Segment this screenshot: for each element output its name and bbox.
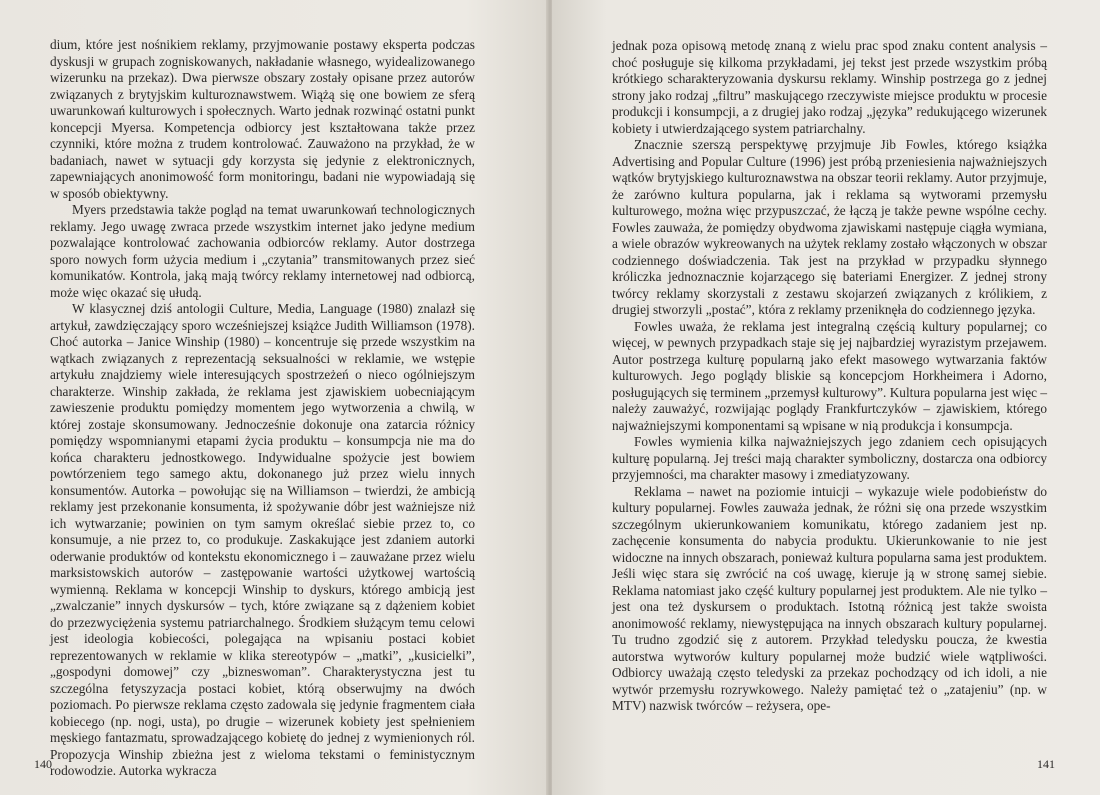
page-number: 141: [1037, 757, 1055, 771]
paragraph: jednak poza opisową metodę znaną z wielu prac spod znaku content analysis – choć posługuje się kilkoma przykładami, jej tekst jest przede wszystkim próbą krótkiego scharakteryzowania dyskursu reklamy. Winship postrzega go z jednej strony jako rodzaj „filtru” maskującego rzeczywiste miejsce produktu w procesie produkcji i konsumpcji, a z drugiej jako rodzaj „języka” redukującego wizerunek kobiety i utwierdzającego system patriarchalny.: [612, 38, 1047, 136]
paragraph: W klasycznej dziś antologii Culture, Media, Language (1980) znalazł się artykuł, zawdzięczający sporo wcześniejszej książce Judith Williamson (1978). Choć autorka – Janice Winship (1980) – koncentruje się przede wszystkim na wątkach związanych z reprezentacją seksualności w reklamie, we wstępie artykułu znajdziemy wiele interesujących spostrzeżeń o nieco ogólniejszym charakterze. Winship zakłada, że reklama jest zjawiskiem uobecniającym zawieszenie produktu pomiędzy momentem jego wytworzenia a chwilą, w której zostaje skonsumowany. Jednocześnie dokonuje ona zatarcia różnicy pomiędzy wspomnianymi etapami życia produktu – konsumpcja nie ma do końca charakteru jednostkowego. Indywidualne spożycie jest bowiem powtórzeniem tego samego aktu, dokonanego już przez wielu innych konsumentów. Autorka – powołując się na Williamson – twierdzi, że ambicją reklamy jest przekonanie konsumenta, iż spożywanie dóbr jest ważniejsze niż ich wytwarzanie; powinien on tym samym określać siebie przez to, co konsumuje, a nie przez to, co produkuje. Zaskakujące jest zdaniem autorki oderwanie produktów od kontekstu ekonomicznego i – zauważane przez wielu marksistowskich autorów – zastępowanie wartości użytkowej wartością wymienną. Reklama w koncepcji Winship to dyskurs, którego ambicją jest „zwalczanie” innych dyskursów – tych, które związane są z dążeniem kobiet do przezwyciężenia systemu patriarchalnego. Środkiem służącym temu celowi jest ideologia kobiecości, polegająca na wpisaniu postaci kobiet reprezentowanych w reklamie w klika stereotypów – „matki”, „kusicielki”, „gospodyni domowej” czy „bizneswoman”. Charakterystyczna jest tu szczególna fetyszyzacja postaci kobiet, którą obserwujmy na dwóch poziomach. Po pierwsze reklama często zadowala się jedynie fragmentem ciała kobiecego (np. nogi, usta), po drugie – wizerunek kobiety jest spełnieniem męskiego fantazmatu, sprowadzającego kobietę do jednej z wymienionych ról. Propozycja Winship zbieżna jest z wieloma tekstami o feministycznym rodowodzie. Autorka wykracza: [50, 301, 475, 778]
page-number: 140: [34, 757, 52, 771]
paragraph: Reklama – nawet na poziomie intuicji – wykazuje wiele podobieństw do kultury popularnej. Fowles zauważa jednak, że różni się ona przede wszystkim szczególnym ukierunkowaniem komunikatu, którego zadaniem jest np. zachęcenie konsumenta do nabycia produktu. Ukierunkowanie to nie jest widoczne na innych obszarach, ponieważ kultura popularna sama jest produktem. Jeśli więc stara się zwrócić na coś uwagę, kieruje ją w stronę samej siebie. Reklama natomiast jako część kultury popularnej jest produktem. Ale nie tylko – jest ona też dyskursem o produktach. Istotną różnicą jest także swoista anonimowość reklamy, niewystępująca na innych obszarach kultury popularnej. Tu trudno zgodzić się z autorem. Przykład teledysku poucza, że kwestia autorstwa wytworów kultury popularnej może budzić wiele wątpliwości. Odbiorcy uważają często teledyski za przekaz pochodzący od ich idoli, a nie wytwór przemysłu rozrywkowego. Należy pamiętać też o „zatajeniu” (np. w MTV) nazwisk twórców – reżysera, ope-: [612, 483, 1047, 713]
right-page: [552, 0, 1100, 795]
left-page: [0, 0, 548, 795]
paragraph: Znacznie szerszą perspektywę przyjmuje Jib Fowles, którego książka Advertising and Popular Culture (1996) jest próbą przeniesienia najważniejszych wątków brytyjskiego kulturoznawstwa na obszar teorii reklamy. Autor przyjmuje, że zarówno kultura popularna, jak i reklama są wytworami przemysłu kulturowego, można więc przypuszczać, że łączą je także pewne wspólne cechy. Fowles zauważa, że pomiędzy obydwoma zjawiskami następuje ciągła wymiana, a wiele obrazów wykreowanych na użytek reklamy zostało włączonych w obszar codziennego doświadczenia. Tak jest na przykład w przypadku słynnego króliczka jednoznacznie kojarzącego się bateriami Energizer. Z jednej strony twórcy reklamy skorzystali z zestawu skojarzeń związanych z królikiem, z drugiej stworzyli „postać”, która z reklamy przeniknęła do codziennego języka.: [612, 137, 1047, 317]
right-page-text: [612, 38, 1047, 715]
paragraph: Fowles uważa, że reklama jest integralną częścią kultury popularnej; co więcej, w pewnych przypadkach staje się jej najbardziej wyrazistym przejawem. Autor postrzega kulturę popularną jako efekt masowego wytwarzania faktów kulturowych. Jego poglądy bliskie są koncepcjom Horkheimera i Adorno, posługujących się terminem „przemysł kulturowy”. Kultura popularna jest więc – należy zauważyć, rozwijając poglądy Frankfurtczyków – zjawiskiem, którego najważniejszymi komponentami są wpisane w nią produkcja i konsumpcja.: [612, 318, 1047, 433]
paragraph: Myers przedstawia także pogląd na temat uwarunkowań technologicznych reklamy. Jego uwagę zwraca przede wszystkim internet jako jedyne medium pozwalające kontrolować zachowania odbiorców reklamy. Autor dostrzega sporo nowych form użycia medium i „czytania” transmitowanych przez sieć komunikatów. Kontrola, jaką mają twórcy reklamy internetowej nad odbiorcą, może więc okazać się ułudą.: [50, 202, 475, 300]
paragraph: Fowles wymienia kilka najważniejszych jego zdaniem cech opisujących kulturę popularną. Jej treści mają charakter symboliczny, dostarcza ona odbiorcy przyjemności, ma charakter masowy i zmediatyzowany.: [612, 434, 1047, 482]
paragraph: dium, które jest nośnikiem reklamy, przyjmowanie postawy eksperta podczas dyskusji w grupach zogniskowanych, nakładanie własnego, wyidealizowanego wizerunku na przekaz). Dwa pierwsze obszary zostały opisane przez autorów związanych z brytyjskim kulturoznawstwem. Wiążą się one bowiem ze sferą uwarunkowań kulturowych i społecznych. Warto jednak rozwinąć ostatni punkt koncepcji Myersa. Kompetencja odbiorcy jest kształtowana także przez czynniki, które można z trudem kontrolować. Zauważono na przykład, że w badaniach, nawet w sytuacji gdy korzysta się jedynie z elektronicznych, zapewniających anonimowość form monitoringu, badani nie wypowiadają się w sposób obiektywny.: [50, 37, 475, 201]
left-page-text: [50, 37, 475, 780]
